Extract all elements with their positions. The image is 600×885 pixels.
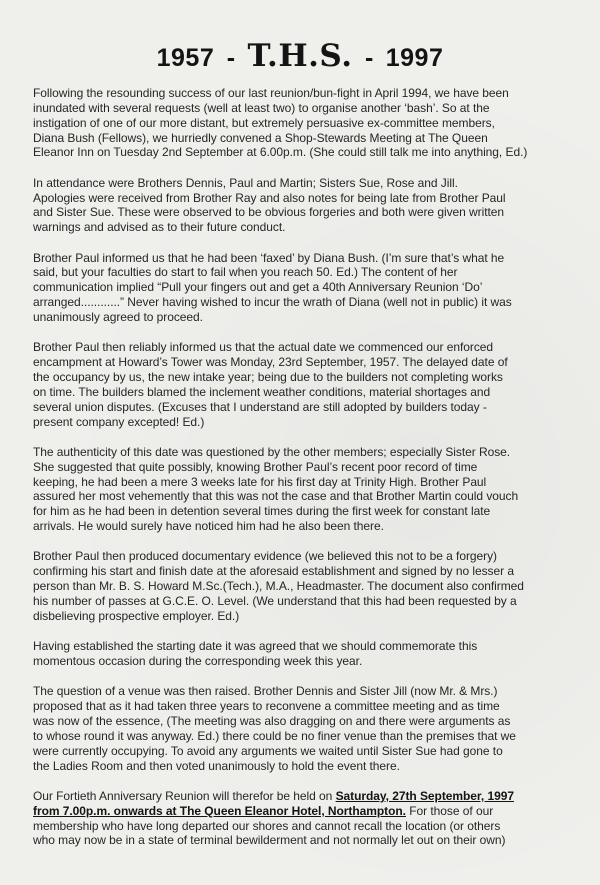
announcement-continuation: For those of our [405,803,494,818]
text-line: the Ladies Room and then voted unanimously to hold the event there. [33,758,400,773]
text-line: said, but your faculties do start to fail when you reach 50. Ed.) The content of her [33,265,458,280]
header-year-end: 1997 [385,44,444,72]
article-body [33,86,567,864]
text-line: disbelieving prospective employer. Ed.) [33,608,240,623]
paragraph-start-date [33,340,567,429]
text-line: She suggested that quite possibly, knowing Brother Paul’s recent poor record of time [33,459,478,474]
header-year-start: 1957 [156,44,215,72]
text-line: Apologies were received from Brother Ray and also notes for being late from Brother Paul [33,190,506,205]
text-line: present company excepted! Ed.) [33,414,205,429]
text-line: Brother Paul then produced documentary evidence (we believed this not to be a forgery) [33,549,497,564]
paragraph-meeting-convened [33,86,567,160]
text-line [33,789,567,804]
page-header [0,38,600,74]
paragraph-authenticity [33,445,567,534]
text-line: was now of the essence, (The meeting was also dragging on and there were arguments as [33,714,511,729]
text-line: Eleanor Inn on Tuesday 2nd September at 6.00p.m. (She could still talk me into anything, Ed.) [33,145,528,160]
text-line: proposed that as it had taken three years to reconvene a committee meeting and as time [33,699,500,714]
announcement-intro: Our Fortieth Anniversary Reunion will therefor be held on [33,788,336,803]
text-line: Following the resounding success of our last reunion/bun-fight in April 1994, we have been [33,86,509,100]
text-line: inundated with several requests (well at least two) to organise another ‘bash’. So at the [33,100,490,115]
text-line: confirming his start and finish date at the aforesaid establishment and signed by no lesser a [33,564,514,579]
text-line: The question of a venue was then raised. Brother Dennis and Sister Jill (now Mr. & Mrs.) [33,684,498,699]
paragraph-commemorate [33,639,567,669]
event-date: Saturday, 27th September, 1997 [335,788,514,803]
paragraph-attendance [33,176,567,235]
text-line: to whose round it was anyway. Ed.) there could be no finer venue than the premises that we [33,728,516,743]
text-line: his number of passes at G.C.E. O. Level. (We understand that this had been requested by a [33,593,517,608]
paragraph-reunion-announcement [33,789,567,848]
text-line: for him as he had been in detention several times during the first week for constant late [33,504,491,519]
text-line: unanimously agreed to proceed. [33,309,203,324]
text-line: on time. The builders blamed the inclement weather conditions, material shortages and [33,384,491,399]
paragraph-venue [33,684,567,773]
text-line: Brother Paul then reliably informed us that the actual date we commenced our enforced [33,340,494,355]
text-line: In attendance were Brothers Dennis, Paul and Martin; Sisters Sue, Rose and Jill. [33,175,458,190]
text-line: were currently occupying. To avoid any arguments we waited until Sister Sue had gone to [33,743,503,758]
text-line: arrivals. He would surely have noticed him had he also been there. [33,519,384,534]
text-line: person than Mr. B. S. Howard M.Sc.(Tech.), M.A., Headmaster. The document also confirmed [33,579,524,594]
text-line: several union disputes. (Excuses that I understand are still adopted by builders today - [33,399,487,414]
text-line: Having established the starting date it was agreed that we should commemorate this [33,639,478,654]
paragraph-fax [33,251,567,325]
event-time-venue: from 7.00p.m. onwards at The Queen Eleanor Hotel, Northampton. [33,803,406,818]
text-line: arranged............” Never having wished to incur the wrath of Diana (well not in public) it was [33,295,512,310]
text-line [33,804,567,819]
text-line: keeping, he had been a mere 3 weeks late for his first day at Trinity High. Brother Paul [33,474,487,489]
header-dash-right: - [364,44,374,72]
text-line: membership who have long departed our shores and cannot recall the location (or others [33,818,501,833]
text-line: and Sister Sue. These were observed to be obvious forgeries and both were given written [33,205,505,220]
text-line: instigation of one of our more distant, but extremely persuasive ex-committee members, [33,115,495,130]
text-line: warnings and advised as to their future conduct. [33,220,286,235]
text-line: The authenticity of this date was questioned by the other members; especially Sister Rose. [33,444,511,459]
header-dash-left: - [226,44,236,72]
text-line: Brother Paul informed us that he had been ‘faxed’ by Diana Bush. (I’m sure that’s what he [33,250,505,265]
text-line: encampment at Howard’s Tower was Monday, 23rd September, 1957. The delayed date of [33,355,508,370]
text-line: Diana Bush (Fellows), we hurriedly convened a Shop-Stewards Meeting at The Queen [33,130,488,145]
text-line: momentous occasion during the corresponding week this year. [33,654,363,668]
text-line: who may now be in a state of terminal bewilderment and not normally let out on their own) [33,833,506,848]
header-title: T.H.S. [247,38,353,74]
text-line: the occupancy by us, the new intake year; being due to the builders not completing works [33,370,503,384]
text-line: assured her most vehemently that this was not the case and that Brother Martin could vouch [33,489,519,504]
paragraph-evidence [33,549,567,623]
text-line: communication implied “Pull your fingers out and get a 40th Anniversary Reunion ‘Do’ [33,280,483,295]
